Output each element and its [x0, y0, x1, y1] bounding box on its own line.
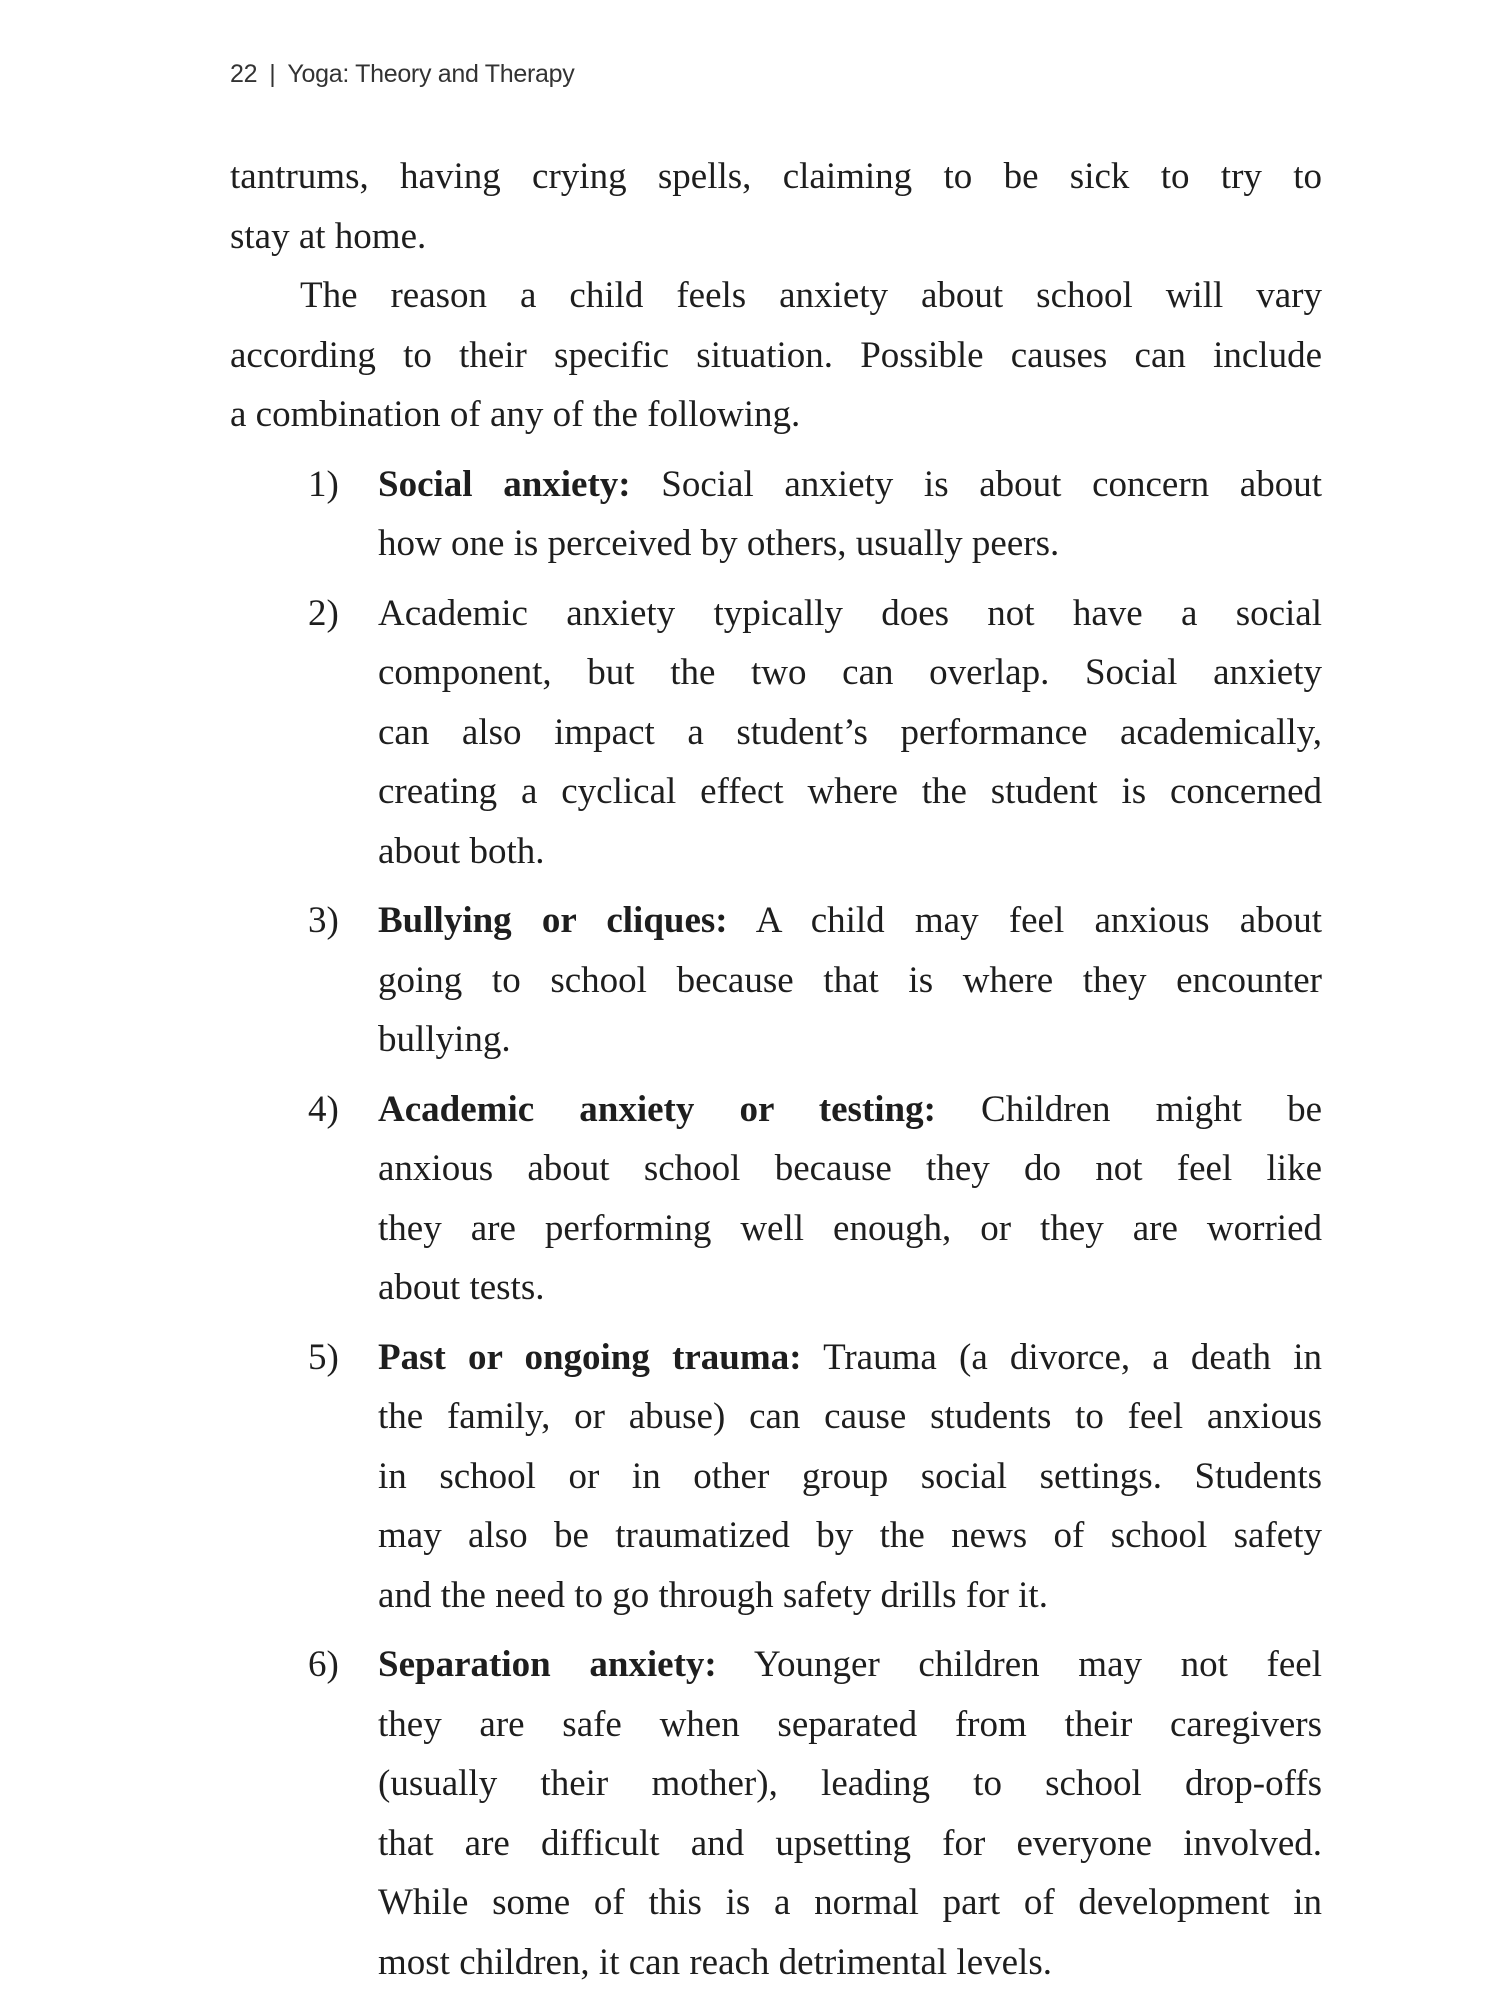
text-line: creating a cyclical effect where the student is concerned	[378, 771, 1322, 812]
list-item-text: A child may feel anxious about	[727, 900, 1322, 941]
list-item	[230, 584, 1322, 882]
text-line: may also be traumatized by the news of school safety	[378, 1515, 1322, 1556]
text-line: going to school because that is where they encounter	[378, 959, 1322, 1001]
list-item-text: Academic anxiety typically does not have a social	[378, 592, 1322, 634]
list-item-label: Bullying or cliques:	[378, 900, 728, 941]
list-item	[230, 891, 1322, 1070]
text-line: they are performing well enough, or they are worried	[378, 1207, 1322, 1249]
list-item	[230, 1635, 1322, 1992]
text-line: a combination of any of the following.	[230, 394, 801, 435]
text-line	[378, 1635, 1322, 1695]
text-line: according to their specific situation. Possible causes can include	[230, 334, 1322, 376]
text-line: and the need to go through safety drills for it.	[378, 1574, 1048, 1616]
list-item-text: Trauma (a divorce, a death in	[801, 1336, 1323, 1378]
list-item-text: Children might be	[935, 1088, 1322, 1130]
text-line: that are difficult and upsetting for everyone involved.	[378, 1822, 1322, 1864]
text-line: The reason a child feels anxiety about school will vary	[300, 275, 1322, 316]
text-line	[378, 455, 1322, 515]
list-item-number: 6)	[308, 1644, 339, 1685]
text-line: about both.	[378, 830, 545, 872]
list-item	[230, 455, 1322, 574]
text-line: most children, it can reach detrimental levels.	[378, 1941, 1052, 1983]
text-line: anxious about school because they do not feel like	[378, 1148, 1322, 1189]
book-title: Yoga: Theory and Therapy	[287, 60, 575, 88]
text-line: tantrums, having crying spells, claiming to be sick to try to	[230, 156, 1322, 197]
paragraph	[230, 266, 1322, 445]
list-item-text: Social anxiety is about concern about	[630, 463, 1322, 505]
text-line: (usually their mother), leading to school drop-offs	[378, 1763, 1322, 1804]
list-item-label: Academic anxiety or testing:	[378, 1088, 936, 1130]
text-line: the family, or abuse) can cause students to feel anxious	[378, 1396, 1322, 1437]
list-item-number: 1)	[308, 463, 339, 505]
page-body	[230, 147, 1322, 1992]
list-item-number: 2)	[308, 592, 339, 634]
list-item-label: Separation anxiety:	[378, 1644, 717, 1685]
running-header	[230, 60, 574, 89]
list-item-number: 3)	[308, 900, 339, 941]
text-line: about tests.	[378, 1267, 545, 1308]
list-item-label: Social anxiety:	[378, 463, 631, 505]
text-line: stay at home.	[230, 215, 427, 257]
text-line: component, but the two can overlap. Social anxiety	[378, 652, 1322, 693]
text-line: While some of this is a normal part of development in	[378, 1882, 1322, 1923]
list-item-text: Younger children may not feel	[716, 1644, 1322, 1685]
page-number: 22	[230, 60, 258, 88]
list-item-number: 4)	[308, 1088, 339, 1130]
text-line	[378, 891, 1322, 951]
list-item-number: 5)	[308, 1336, 339, 1378]
text-line: they are safe when separated from their caregivers	[378, 1703, 1322, 1745]
text-line: bullying.	[378, 1019, 511, 1060]
paragraph	[230, 147, 1322, 266]
text-line	[378, 1328, 1322, 1388]
list-item	[230, 1328, 1322, 1626]
text-line	[378, 1080, 1322, 1140]
text-line	[378, 584, 1322, 644]
text-line: how one is perceived by others, usually peers.	[378, 523, 1060, 564]
header-separator: |	[269, 60, 276, 88]
list-item-label: Past or ongoing trauma:	[378, 1336, 802, 1378]
list-item	[230, 1080, 1322, 1318]
text-line: can also impact a student’s performance academically,	[378, 711, 1322, 753]
text-line: in school or in other group social settings. Students	[378, 1455, 1322, 1497]
